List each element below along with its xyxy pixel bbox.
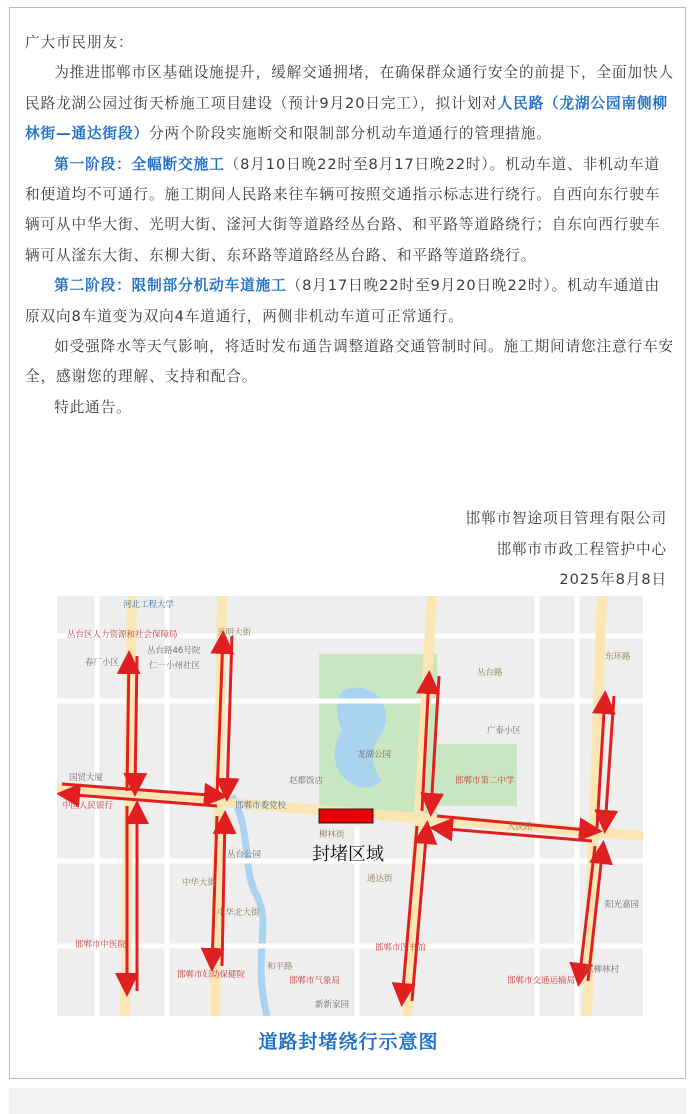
signature-org-1: 邯郸市智途项目管理有限公司 — [465, 510, 667, 527]
p1-text-after: 分两个阶段实施断交和限制部分机动车道通行的管理措施。 — [148, 125, 552, 143]
paragraph-4: 如受强降水等天气影响，将适时发布通告调整道路交通管制时间。施工期间请您注意行车安全，感谢您的理解、支持和配合。 — [25, 338, 674, 386]
map-label: 国贸大厦 — [69, 773, 104, 783]
notice-body — [25, 28, 675, 423]
p1-text-before: 为推进邯郸市区基础设施提升，缓解交通拥堵，在确保群众通行安全的前提下，全面加快人民路龙湖公园过街天桥施工项目建设（预计9月20日完工），拟计划对 — [25, 64, 674, 112]
map-label: 人民路 — [507, 822, 533, 832]
map-label: 邯郸市交通运输局 — [507, 976, 576, 986]
map-label: 丛台路 — [477, 668, 503, 678]
signature-org-2: 邯郸市市政工程管护中心 — [496, 541, 667, 558]
closure-bar — [319, 809, 373, 823]
map-caption: 道路封堵绕行示意图 — [258, 1031, 439, 1053]
map-label: 龙湖公园 — [357, 750, 392, 760]
map-label: 通达街 — [367, 874, 393, 884]
map-label: 春厂小区 — [85, 658, 120, 668]
map-label: 邯郸市图书馆 — [375, 943, 427, 953]
map-label: 丛台区人力资源和社会保障局 — [67, 630, 178, 640]
map-label: 丛台路46号院 — [147, 646, 201, 656]
map-label: 阳光嘉园 — [605, 900, 640, 910]
phase-2-text: （8月17日晚22时至9月20日晚22时）。机动车通道由原双向8车道变为双向4车道通行，两侧非机动车道可正常通行。 — [25, 277, 661, 325]
map-label: 赵都饭店 — [289, 776, 324, 786]
map-label: 中华大街 — [182, 878, 217, 888]
greeting: 广大市民朋友： — [25, 34, 134, 51]
map-label: 仁一小州社区 — [149, 661, 201, 671]
map-label: 光明大街 — [217, 628, 252, 638]
map-label: 丛台公园 — [227, 850, 262, 860]
map-label: 东柳林村 — [585, 965, 620, 975]
map-label: 邯郸市妇幼保健院 — [177, 970, 246, 980]
paragraph-2 — [25, 150, 675, 272]
phase-1-title: 第一阶段：全幅断交施工 — [54, 155, 225, 173]
signature-date: 2025年8月8日 — [559, 571, 667, 588]
paragraph-5: 特此通告。 — [54, 398, 132, 416]
detour-map — [57, 596, 643, 1016]
map-label: 新新家园 — [315, 1000, 350, 1010]
bottom-strip — [9, 1088, 686, 1114]
closure-area-label: 封堵区域 — [312, 844, 384, 865]
phase-1-text: （8月10日晚22时至8月17日晚22时）。机动车道、非机动车道和便道均不可通行。施工期间人民路来往车辆可按照交通指示标志进行绕行。自西向东行驶车辆可从中华大街、光明大街、滏河大街等道路经丛台路、和平路等道路绕行；自东向西行驶车辆可从滏东大街、东柳大街、东环路等道路经丛台路、和平路等道路绕行。 — [25, 155, 661, 264]
phase-2-title: 第二阶段：限制部分机动车道施工 — [54, 277, 287, 295]
paragraph-1 — [25, 58, 675, 149]
map-label: 邯郸市气象局 — [289, 976, 341, 986]
map-label: 中华北大街 — [217, 908, 260, 918]
map-label: 中国人民银行 — [62, 801, 114, 811]
paragraph-3 — [25, 271, 675, 332]
map-label: 柳林街 — [319, 830, 345, 840]
map-graphic — [57, 596, 643, 1016]
p1-highlight: 人民路（龙湖公园南侧柳林街—通达街段） — [25, 94, 669, 143]
map-label: 邯郸市第二中学 — [455, 776, 515, 786]
map-label: 广泰小区 — [487, 726, 522, 736]
map-label: 邯郸市中医院 — [75, 940, 127, 950]
map-label: 河北工程大学 — [123, 600, 175, 610]
map-label: 邯郸市委党校 — [235, 801, 287, 811]
map-label: 东环路 — [605, 652, 631, 662]
map-label: 和平路 — [267, 962, 293, 972]
